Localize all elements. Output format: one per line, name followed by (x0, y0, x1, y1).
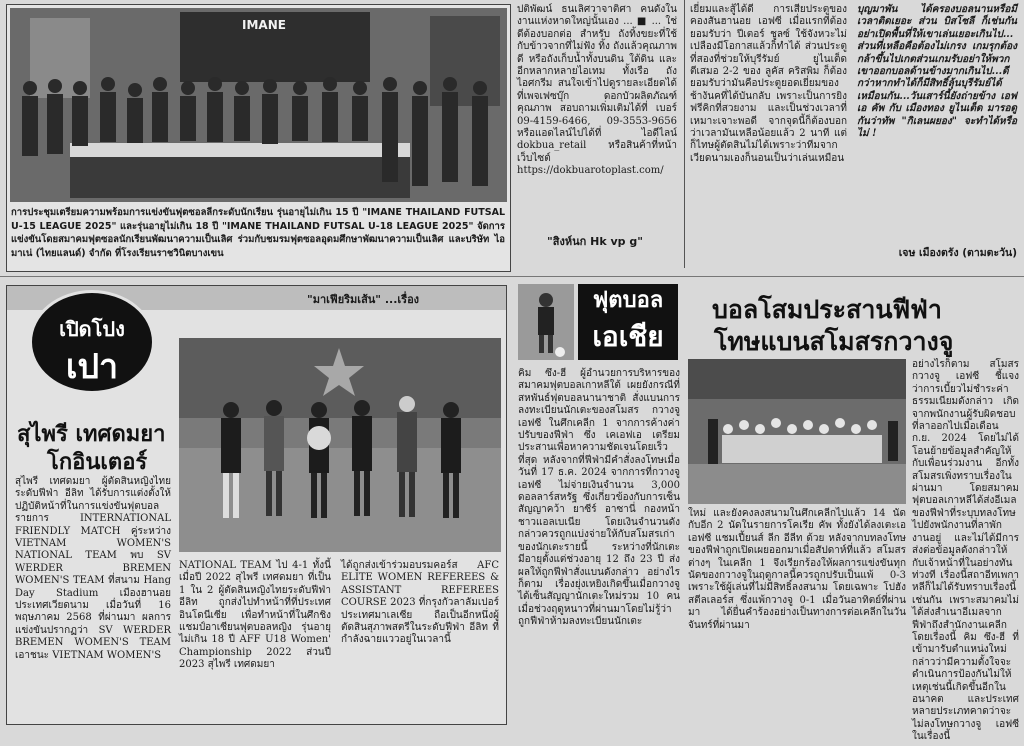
referees-image (179, 338, 501, 552)
story1-body-left: สุไพรี เทศดมยา ผู้ตัดสินหญิงไทย ระดับฟีฟ่า อีลิท ได้รับการแต่งตั้งให้ปฏิบัติหน้าที่ในการแข่งขันฟุตบอลรายการ INTERNATIONAL FRIENDLY MATCH คู่ระหว่าง VIETNAM WOMEN'S NATIONAL TEAM พบ SV WERDER BREMEN WOMEN'S TEAM ที่สนาม Hang Day Stadium เมืองฮานอย ประเทศเวียดนาม เมื่อวันที่ 16 พฤษภาคม 2568 ที่ผ่านมา ผลการแข่งขันปรากฏว่า SV WERDER BREMEN WOMEN'S TEAM เอาชนะ VIETNAM WOMEN'S (15, 476, 171, 661)
story1-headline-line1: สุไพรี เทศดมยา (17, 422, 166, 447)
team-celebration-photo (688, 359, 906, 504)
asia-football-thumbnail (518, 284, 574, 360)
story2-headline-line1: บอลโสมประสานฟีฟ่า (712, 295, 942, 324)
col4-top-text: บุญมาพัน ได้ครองบอลนานหรือมีเวลาติดเยอะ ส่วน บิสโซลี ก็เช่นกัน อย่าเปิดพื้นที่ให้เขาเล่นเยอะเกินไป... ส่วนที่เหลือคือต้องไม่เกรง เกมรุกต้องกล้าขึ้นไปเกตส่วนเกมรับอย่าให้พวกเขาออกบอลด้านข้างมากเกินไป...ดีกว่าหากทำได้ก็มีสิทธิ์ลุ้นบุรีรัมย์ได้เหมือนกัน...วันเสาร์นี้ยังถ่ายข้าง เอฟเอ คัพ กับ เมืองทอง ยูไนเต็ด มารอดูกันว่าทัพ "กิเลนผยอง" จะทำได้หรือไม่ ! (857, 4, 1017, 140)
team-image (688, 359, 906, 504)
story2-body-upper: คิม ซึง-ฮี ผู้อำนวยการบริหารของสมาคมฟุตบอลเกาหลีใต้ เผยยังกรณีที่สหพันธ์ฟุตบอลนานาชาติ สั่งแบนการลงทะเบียนนักเตะของสโมสร กวางจู เอฟซี ในศึกเคลีก 1 จากการค้างค่าปรับของฟีฟ่า ซึ่ง เคเอฟเอ เตรียมประสานเพื่อหาความชัดเจนโดยเร็วที่สุด หลังจากที่ฟีฟ่ามีคำสั่งลงโทษเมื่อวันที่ 17 ธ.ค. 2024 จากการที่กวางจู เอฟซี ไม่จ่ายเงินจำนวน 3,000 ดอลลาร์สหรัฐ ซึ่งเกี่ยวข้องกับการเซ็นสัญญาคว้า ยาซีร์ อาซานี่ กองหน้าชาวแอลเบเนีย โดยเงินจำนวนดังกล่าวควรถูกแบ่งจ่ายให้กับสโมสรเก่าของนักเตะรายนี้ ระหว่างที่นักเตะมีอายุตั้งแต่ช่วงอายุ 12 ถึง 23 ปี ส่งผลให้ถูกฟีฟ่าสั่งแบนดังกล่าว อย่างไรก็ตาม เรื่องยุ่งเหยิงเกิดขึ้นเมื่อกวางจูได้เซ็นสัญญานักเตะใหม่รวม 10 คนเมื่อช่วงฤดูหนาวที่ผ่านมาโดยไม่รู้ว่าถูกฟีฟ่าห้ามลงทะเบียนนักเตะ (518, 368, 680, 628)
banner-line2: เอเชีย (592, 320, 664, 353)
story1-body-right: ได้ถูกส่งเข้าร่วมอบรมคอร์ส AFC ELITE WOMEN REFEREES & ASSISTANT REFEREES COURSE 2023 ที่กรุงกัวลาลัมเปอร์ ประเทศมาเลเซีย ถือเป็นอีกหนึ่งผู้ตัดสินสุภาพสตรีในระดับฟีฟ่า อีลิท ที่กำลังฉายแววอยู่ในเวลานี้ (341, 560, 499, 646)
story2-body-right: อย่างไรก็ตาม สโมสรกวางจู เอฟซี ชี้แจงว่าการเบี้ยวไม่ชำระค่าธรรมเนียมดังกล่าว เกิดจากพนักงานผู้รับผิดชอบที่ลาออกไปเมื่อเดือน ก.ย. 2024 โดยไม่ได้โอนย้ายข้อมูลสำคัญให้กับเพื่อนร่วมงาน อีกทั้งสโมสรเพิ่งทราบเรื่องในผ่านมา โดยสมาคมฟุตบอลเกาหลีได้ส่งอีเมลของฟีฟ่าที่ระบุบทลงโทษไปยังพนักงานที่ลาพักงานอยู่ และไม่ได้มีการส่งต่อข้อมูลดังกล่าวให้กับเจ้าหน้าที่ในอย่างทันท่วงที เรื่องนี้สถาอีทเพกาหลีก็ไม่ได้รับทราบเรื่องนี้เช่นกัน เพราะสมาคมไม่ได้ส่งสำเนาอีเมลจากฟีฟ่าถึงสำนักงานเคลีก โดยเรื่องนี้ คิม ซึง-ฮี ที่เข้ามารับตำแหน่งใหม่กล่าวว่ามีความตั้งใจจะดำเนินการป้องกันไม่ให้เหตุเช่นนี้เกิดขึ้นอีกในอนาคต และประเทศหลายประเภทคาดว่าจะไม่ลงโทษกวางจู เอฟซี ในเรื่องนี้ (912, 359, 1019, 743)
story1-body-mid: NATIONAL TEAM ไป 4-1 ทั้งนี้เมื่อปี 2022 สุไพรี เทศดมยา ที่เป็น 1 ใน 2 ผู้ตัดสินหญิงไทยระดับฟีฟ่า อีลิท ถูกส่งไปทำหน้าที่ที่ประเทศอินโดนีเซีย เพื่อทำหน้าที่ในศึกชิงแชมป์อาเซียนฟุตบอลหญิง รุ่นอายุไม่เกิน 18 ปี AFF U18 Women' Championship 2022 ส่วนปี 2023 สุไพรี เทศดมยา (179, 560, 331, 671)
photo-caption: การประชุมเตรียมความพร้อมการแข่งขันฟุตซอลลีกระดับนักเรียน รุ่นอายุไม่เกิน 15 ปี "IMANE THAILAND FUTSAL U-15 LEAGUE 2025" และรุ่นอายุไม่เกิน 18 ปี "IMANE THAILAND FUTSAL U-18 LEAGUE 2025" จัดการแข่งขันโดยสมาคมฟุตซอลนักเรียนพัฒนาความเป็นเลิศ ร่วมกับชมรมฟุตซอลอุดมศึกษาพัฒนาความเป็นเลิศ และบริษัท ไอมาเน่ (ไทยแลนด์) จำกัด ที่โรงเรียนราชวินิตบางเขน (11, 207, 505, 259)
col2-signature: "สิงห์นก Hk vp g" (547, 235, 643, 248)
logo-top-text: เปิดโปง (59, 317, 125, 341)
story1-series-label: "มาเฟียริมเส้น" ...เรื่อง (307, 293, 420, 306)
press-conference-photo (10, 8, 507, 202)
asia-football-banner (578, 284, 678, 360)
banner-line1: ฟุตบอล (592, 288, 664, 313)
logo-bottom-text: เปา (65, 347, 119, 387)
top-left-box (6, 4, 511, 272)
col2-top-text: ปติพัฒน์ ธนเลิศวาจาติศา คนดังใน งานแห่งหาดใหญ่นั้นเอง ... ■ ... ใช่ดีต้องบอกต่อ สำหรับ ถังทิ้งขยะที่ใช้กับข้าวจากที่ไม่ฟัง ทิ้ง ถังแล้วคุณภาพดี หรือถังเก็บน้ำทั้งบนดิน ใต้ดิน และอีกหลากหลายไอเทม ทั้งเรือ ถังไอศกรีม สนใจเข้าไปดูรายละเอียดได้ที่เพจเฟซบุ๊ก ดอกบัวผลิตภัณฑ์คุณภาพ สอบถามเพิ่มเติมได้ที่ เบอร์ 09-4159-6466, 09-3553-9656 หรือแอดไลน์ไปได้ที่ ไอดีไลน์ dokbua_retail หรือสินค้าที่หน้าเว็บไซต์ https://dokbuarotoplast.com/ (517, 4, 677, 177)
col3-top-text: เยี่ยมและสู้ได้ดี การเสียประตูของคองสันฮานอย เอฟซี เมื่อแรกที่ต้องยอมรับว่า ปีเตอร์ ชูลซ์ ใช้จังหวะไม่เปลืองมีโอกาสแล้วก็ทำได้ ส่วนประตูที่สองที่ช่วยให้บุรีรัมย์ ยูไนเต็ด ตีเสมอ 2-2 ของ ลูคัส คริสพิม ก็ต้องยอมรับว่ามันคือประตูยอดเยี่ยมของช้างันคที่ได้บันกลับ เพราะเป็นการยิงฟรีคิกที่สวยงาม และเป็นช่วงเวลาที่เหมาะเจาะพอดี จากจุดนี้ก็ต้องบอกว่าเวลามันเหลือน้อยแล้ว 2 นาที แต่ก็ไทษผู้ตัดสินไม่ได้เพราะว่าทีมจากเวียดนามเองก็นอนเป็นว่าเล่นเหมือน (690, 4, 847, 164)
referees-photo (179, 338, 501, 552)
story2-body-lower: ใหม่ และยังคงลงสนามในศึกเคลีกไปแล้ว 14 นัด กับอีก 2 นัดในรายการโคเรีย คัพ ทั้งยังได้ลงเตะเอเอฟซี แชมเปี้ยนส์ ลีก อีลีท ด้วย หลังจากบทลงโทษของฟีฟ่าถูกเปิดเผยออกมาเมื่อสัปดาห์ที่แล้ว สโมสรต่างๆ ในเคลีก 1 จึงเรียกร้องให้ผลการแข่งขันทุกนัดของกวางจูในฤดูกาลนี้ควรถูกปรับเป็นแพ้ 0-3 เพราะใช้ผู้เล่นที่ไม่มีสิทธิ์ลงสนาม โดยเฉพาะ โปฮัง สตีลเลอร์ส ซึ่งแพ้กวางจู 0-1 เมื่อวันอาทิตย์ที่ผ่านมา ได้ยื่นคำร้องอย่างเป็นทางการต่อเคลีกในวันจันทร์ที่ผ่านมา (688, 508, 906, 631)
story1-logo (29, 290, 155, 394)
story2-headline-line2: โทษแบนสโมสรกวางจู (714, 327, 954, 356)
col4-signature: เจษ เมืองตรัง (ตามตะวัน) (898, 247, 1017, 259)
player-thumbnail-image (518, 284, 574, 360)
section-divider (0, 276, 1024, 277)
column-divider (684, 0, 685, 268)
story1-box (6, 285, 507, 725)
press-conference-image (10, 8, 507, 202)
backdrop-title: IMANE (242, 18, 286, 32)
story1-headline-line2: โกอินเตอร์ (47, 450, 148, 475)
